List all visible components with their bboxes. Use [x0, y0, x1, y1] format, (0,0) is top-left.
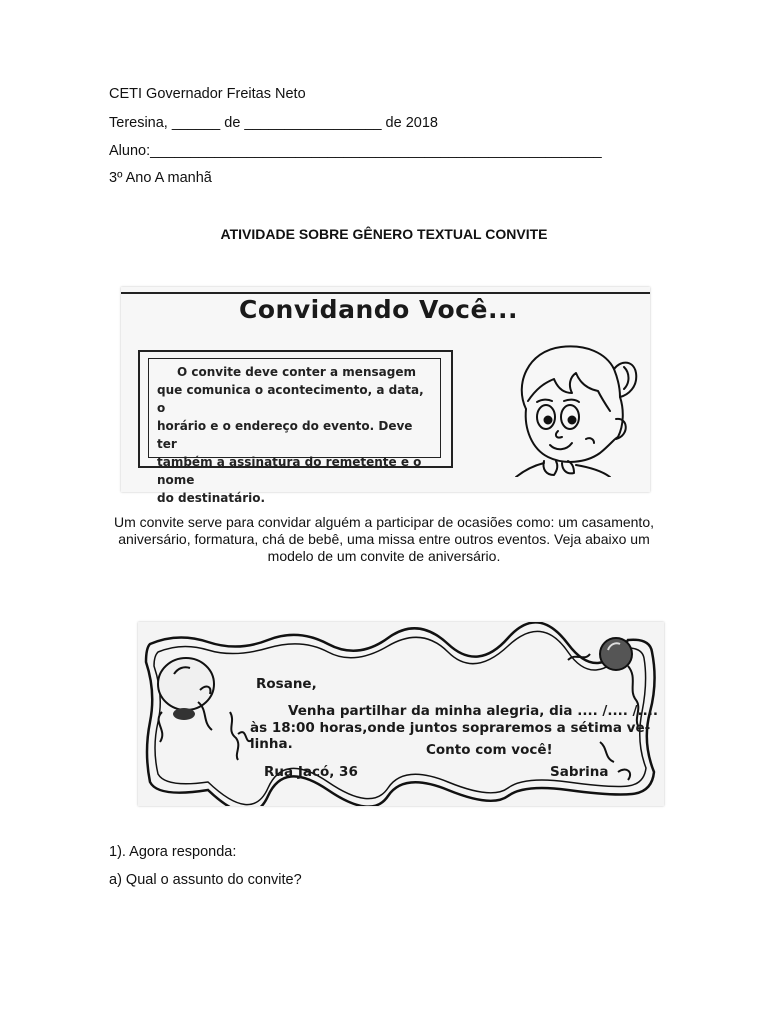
info-line: que comunica o acontecimento, a data, o	[157, 383, 424, 415]
invitation-line: às 18:00 horas,onde juntos sopraremos a sétima ve-	[250, 720, 651, 736]
class-line: 3º Ano A manhã	[109, 170, 212, 186]
info-line: do destinatário.	[157, 491, 266, 505]
question-intro: 1). Agora responda:	[109, 844, 237, 860]
birthday-invitation-figure	[138, 622, 664, 806]
info-line: também a assinatura do remetente e o nome	[157, 455, 422, 487]
invitation-signature: Sabrina	[550, 764, 609, 780]
school-name: CETI Governador Freitas Neto	[109, 86, 306, 102]
info-line: horário e o endereço do evento. Deve ter	[157, 419, 413, 451]
invitation-line: Venha partilhar da minha alegria, dia .... /.... /....	[288, 703, 658, 719]
info-line: O convite deve conter a mensagem	[177, 365, 416, 379]
divider	[121, 292, 650, 294]
intro-paragraph: Um convite serve para convidar alguém a participar de ocasiões como: um casamento, aniversário, formatura, chá de bebê, uma missa entre outros eventos. Veja abaixo um modelo de um convite de aniversário.	[113, 514, 655, 564]
page-title: ATIVIDADE SOBRE GÊNERO TEXTUAL CONVITE	[220, 226, 548, 242]
invitation-info-figure	[121, 287, 650, 505]
question-a: a) Qual o assunto do convite?	[109, 872, 302, 888]
info-box-text	[148, 358, 441, 505]
student-line: Aluno:________________________________________________________	[109, 143, 602, 159]
invitation-address: Rua Jacó, 36	[264, 764, 358, 780]
invitation-line: linha.	[250, 736, 293, 752]
invitation-closing: Conto com você!	[426, 742, 553, 758]
invitation-greeting: Rosane,	[256, 676, 317, 692]
date-line: Teresina, ______ de _________________ de 2018	[109, 115, 438, 131]
girl-face-illustration	[506, 339, 641, 477]
info-box	[138, 350, 453, 505]
figure-heading: Convidando Você...	[239, 295, 518, 324]
